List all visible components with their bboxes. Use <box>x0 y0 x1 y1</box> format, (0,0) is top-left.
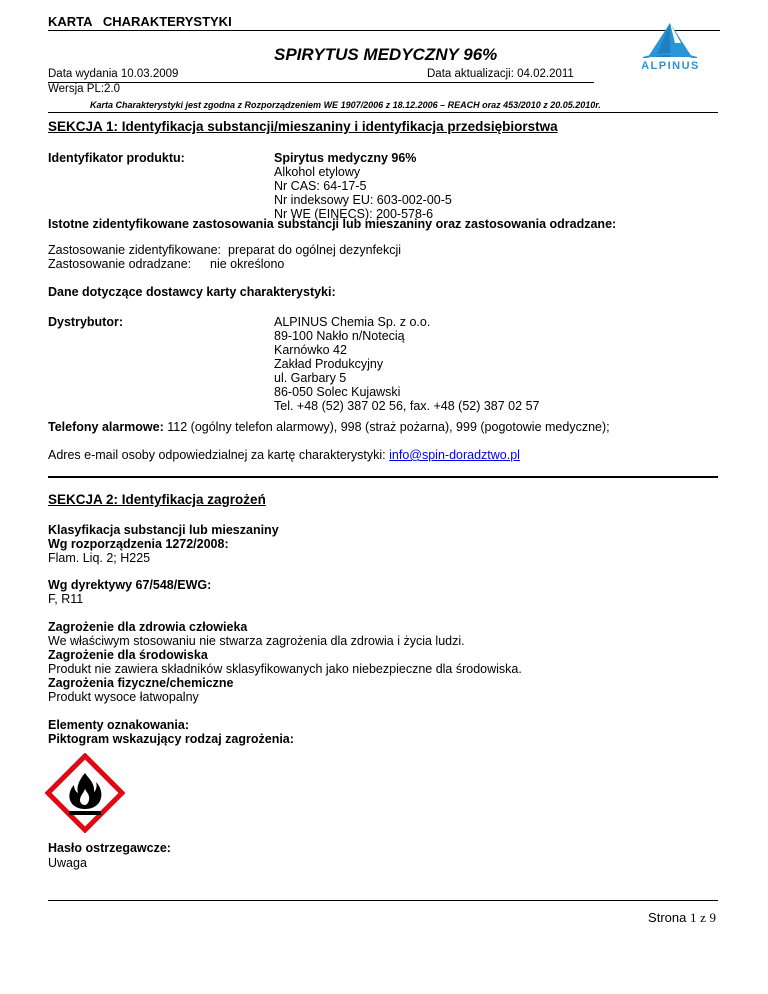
header-rule <box>48 30 720 31</box>
signal-word-heading: Hasło ostrzegawcze: <box>48 841 171 855</box>
compliance-note: Karta Charakterystyki jest zgodna z Rozporządzeniem WE 1907/2006 z 18.12.2006 – REACH oraz 453/2010 z 20.05.2010r. <box>90 100 601 110</box>
page-number: 1 <box>689 910 697 925</box>
distributor-line: ALPINUS Chemia Sp. z o.o. <box>274 315 431 329</box>
ghs-flame-pictogram <box>45 753 125 833</box>
issue-date: Data wydania 10.03.2009 <box>48 68 179 80</box>
uses-heading: Istotne zidentyfikowane zastosowania substancji lub mieszaniny oraz zastosowania odradzane: <box>48 217 617 231</box>
distributor-block <box>274 315 539 413</box>
page-label: Strona <box>648 910 687 925</box>
classification-heading: Klasyfikacja substancji lub mieszaniny <box>48 523 279 537</box>
env-heading: Zagrożenie dla środowiska <box>48 648 208 662</box>
section1-title: SEKCJA 1: Identyfikacja substancji/mieszaniny i identyfikacja przedsiębiorstwa <box>48 119 558 134</box>
distributor-label: Dystrybutor: <box>48 315 124 329</box>
email-link[interactable]: info@spin-doradztwo.pl <box>389 448 520 462</box>
identified-use-label: Zastosowanie zidentyfikowane: <box>48 243 222 257</box>
dir67-heading: Wg dyrektywy 67/548/EWG: <box>48 578 212 592</box>
product-id-line: Nr indeksowy EU: 603-002-00-5 <box>274 193 452 207</box>
physchem-value: Produkt wysoce łatwopalny <box>48 690 199 704</box>
product-id-line: Nr WE (EINECS): 200-578-6 <box>274 207 434 221</box>
label-elements-heading: Elementy oznakowania: <box>48 718 190 732</box>
page-total: 9 <box>709 910 716 925</box>
version: Wersja PL:2.0 <box>48 83 121 95</box>
product-id-label: Identyfikator produktu: <box>48 151 185 165</box>
distributor-line: 89-100 Nakło n/Notecią <box>274 329 405 343</box>
email-label: Adres e-mail osoby odpowiedzialnej za kartę charakterystyki: <box>48 448 390 462</box>
emergency-phones <box>48 420 610 434</box>
pictogram-heading: Piktogram wskazujący rodzaj zagrożenia: <box>48 732 294 746</box>
flame-icon <box>45 753 125 833</box>
page-of: z <box>700 910 706 925</box>
reg1272-value: Flam. Liq. 2; H225 <box>48 551 151 565</box>
alpinus-logo <box>623 20 718 72</box>
section2-title: SEKCJA 2: Identyfikacja zagrożeń <box>48 492 266 507</box>
health-heading: Zagrożenie dla zdrowia człowieka <box>48 620 248 634</box>
identified-use-value: preparat do ogólnej dezynfekcji <box>228 243 402 257</box>
distributor-line: ul. Garbary 5 <box>274 371 347 385</box>
signal-word-value: Uwaga <box>48 856 87 870</box>
advised-against-value: nie określono <box>210 257 285 271</box>
emergency-label: Telefony alarmowe: <box>48 420 164 434</box>
product-title: SPIRYTUS MEDYCZNY 96% <box>274 45 498 64</box>
alpinus-logo-icon <box>623 20 718 72</box>
page-indicator <box>648 910 716 926</box>
distributor-line: Zakład Produkcyjny <box>274 357 384 371</box>
logo-text: ALPINUS <box>641 60 700 72</box>
dir67-value: F, R11 <box>48 592 84 606</box>
date-rule <box>48 82 594 83</box>
distributor-line: Karnówko 42 <box>274 343 347 357</box>
product-id-block <box>274 151 452 221</box>
update-date: Data aktualizacji: 04.02.2011 <box>427 68 574 80</box>
email-row <box>48 448 520 462</box>
distributor-line: 86-050 Solec Kujawski <box>274 385 401 399</box>
distributor-line: Tel. +48 (52) 387 02 56, fax. +48 (52) 387 02 57 <box>274 399 540 413</box>
health-value: We właściwym stosowaniu nie stwarza zagrożenia dla zdrowia i życia ludzi. <box>48 634 465 648</box>
product-id-line: Nr CAS: 64-17-5 <box>274 179 367 193</box>
advised-against-label: Zastosowanie odradzane: <box>48 257 192 271</box>
env-value: Produkt nie zawiera składników sklasyfikowanych jako niebezpieczne dla środowiska. <box>48 662 522 676</box>
section-divider <box>48 476 718 478</box>
document-type: KARTA CHARAKTERYSTYKI <box>48 14 232 29</box>
physchem-heading: Zagrożenia fizyczne/chemiczne <box>48 676 234 690</box>
emergency-value: 112 (ogólny telefon alarmowy), 998 (straż pożarna), 999 (pogotowie medyczne); <box>163 420 610 434</box>
product-id-line: Alkohol etylowy <box>274 165 361 179</box>
product-name: Spirytus medyczny 96% <box>274 151 417 165</box>
reg1272-heading: Wg rozporządzenia 1272/2008: <box>48 537 229 551</box>
footer-rule <box>48 900 718 901</box>
compliance-rule <box>48 112 718 113</box>
supplier-heading: Dane dotyczące dostawcy karty charakterystyki: <box>48 285 336 299</box>
